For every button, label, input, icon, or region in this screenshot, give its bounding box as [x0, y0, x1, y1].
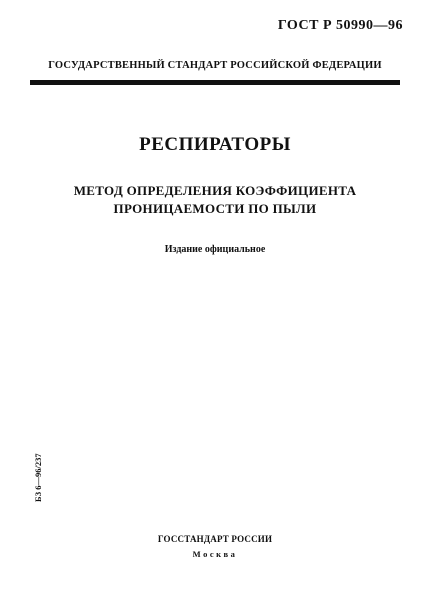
- subtitle-line-1: МЕТОД ОПРЕДЕЛЕНИЯ КОЭФФИЦИЕНТА: [73, 183, 357, 198]
- side-registration-code: БЗ 6—96/237: [33, 453, 43, 502]
- publication-city: Москва: [192, 549, 238, 559]
- standard-number: ГОСТ Р 50990—96: [277, 18, 403, 33]
- document-subtitle: [0, 182, 430, 218]
- state-standard-heading: ГОСУДАРСТВЕННЫЙ СТАНДАРТ РОССИЙСКОЙ ФЕДЕРАЦИИ: [48, 60, 382, 71]
- subtitle-line-2: ПРОНИЦАЕМОСТИ ПО ПЫЛИ: [113, 201, 317, 216]
- publisher-name: ГОССТАНДАРТ РОССИИ: [157, 534, 273, 544]
- document-title: РЕСПИРАТОРЫ: [139, 134, 291, 155]
- header-divider: [30, 80, 400, 85]
- edition-label: Издание официальное: [164, 244, 266, 255]
